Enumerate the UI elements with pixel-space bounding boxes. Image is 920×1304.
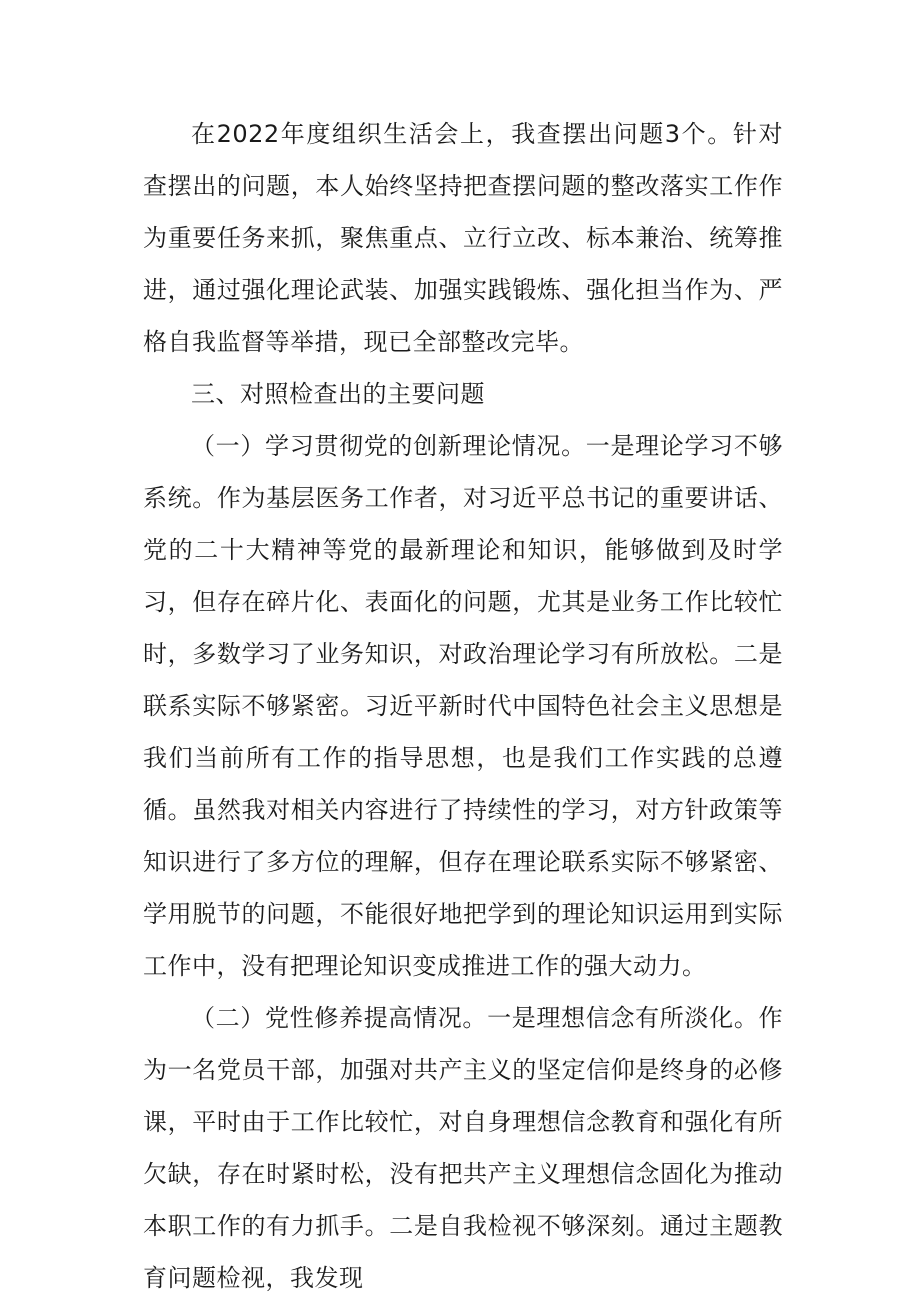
- document-body: [143, 108, 783, 1304]
- paragraph-theory-study: （一）学习贯彻党的创新理论情况。一是理论学习不够系统。作为基层医务工作者，对习近平总书记的重要讲话、党的二十大精神等党的最新理论和知识，能够做到及时学习，但存在碎片化、表面化的问题，尤其是业务工作比较忙时，多数学习了业务知识，对政治理论学习有所放松。二是联系实际不够紧密。习近平新时代中国特色社会主义思想是我们当前所有工作的指导思想，也是我们工作实践的总遵循。虽然我对相关内容进行了持续性的学习，对方针政策等知识进行了多方位的理解，但存在理论联系实际不够紧密、学用脱节的问题，不能很好地把学到的理论知识运用到实际工作中，没有把理论知识变成推进工作的强大动力。: [143, 432, 783, 980]
- paragraph-rectification-summary: 在2022年度组织生活会上，我查摆出问题3个。针对查摆出的问题，本人始终坚持把查摆问题的整改落实工作作为重要任务来抓，聚焦重点、立行立改、标本兼治、统筹推进，通过强化理论武装、加强实践锻炼、强化担当作为、严格自我监督等举措，现已全部整改完毕。: [143, 120, 783, 356]
- section-heading-main-problems: 三、对照检查出的主要问题: [191, 380, 485, 408]
- paragraph-party-spirit: （二）党性修养提高情况。一是理想信念有所淡化。作为一名党员干部，加强对共产主义的坚定信仰是终身的必修课，平时由于工作比较忙，对自身理想信念教育和强化有所欠缺，存在时紧时松，没有把共产主义理想信念固化为推动本职工作的有力抓手。二是自我检视不够深刻。通过主题教育问题检视，我发现: [143, 1004, 783, 1292]
